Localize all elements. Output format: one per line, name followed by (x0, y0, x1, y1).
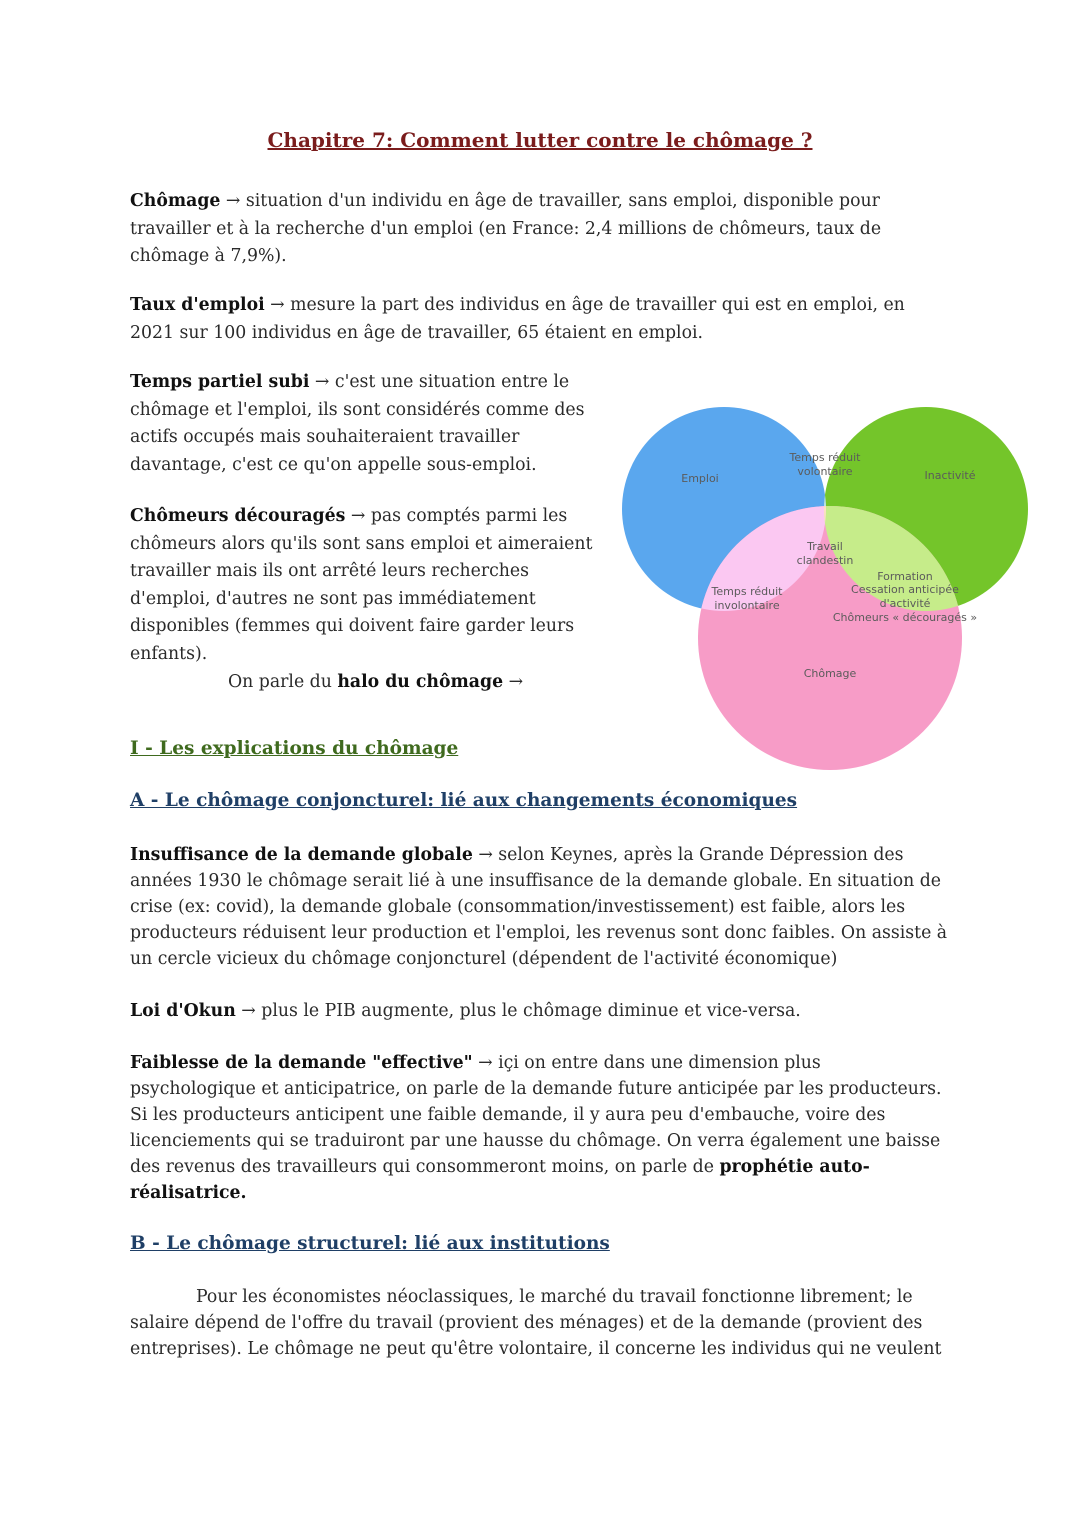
section-heading-structurel: B - Le chômage structurel: lié aux institutions (130, 1233, 610, 1254)
label-decourages: Chômeurs « découragés » (832, 611, 978, 624)
term-temps-partiel: Temps partiel subi (130, 372, 310, 392)
label-formation: Formation (877, 570, 933, 583)
definition-chomage (130, 188, 920, 271)
label-temps-reduit-volontaire-1: Temps réduit (789, 451, 861, 464)
page-title: Chapitre 7: Comment lutter contre le chômage ? (267, 128, 813, 152)
term-chomage: Chômage (130, 191, 221, 211)
definition-okun (130, 998, 950, 1026)
term-taux-emploi: Taux d'emploi (130, 295, 265, 315)
paragraph-text: Pour les économistes néoclassiques, le marché du travail fonctionne librement; le salaire dépend de l'offre du travail (provient des ménages) et de la demande (provient des entreprises). Le chômage ne peut qu'être volontaire, il concerne les individus qui ne veulent (130, 1287, 942, 1359)
paragraph-neoclassique (130, 1284, 950, 1362)
term-prophetie: prophétie auto-réalisatrice. (130, 1157, 870, 1203)
definition-text: mesure la part des individus en âge de travailler qui est en emploi, en 2021 sur 100 individus en âge de travailler, 65 étaient en emploi. (130, 295, 905, 343)
definition-decourages (130, 503, 600, 668)
arrow: → (472, 1053, 499, 1073)
definition-text: içi on entre dans une dimension plus psychologique et anticipatrice, on parle de la demande future anticipée par les producteurs. Si les producteurs anticipent une faible demande, il y aura peu d'embauche, voire des licenciements qui se traduiront par une hausse du chômage. On verra également une baisse des revenus des travailleurs qui consommeront moins, on parle de (130, 1053, 942, 1177)
definition-temps-partiel (130, 369, 590, 479)
section-heading-explications: I - Les explications du chômage (130, 738, 459, 759)
label-temps-reduit-involontaire-2: involontaire (714, 599, 780, 612)
definition-text: plus le PIB augmente, plus le chômage diminue et vice-versa. (261, 1001, 801, 1021)
halo-term: halo du chômage (337, 672, 504, 692)
arrow: → (220, 191, 246, 211)
definition-text: selon Keynes, après la Grande Dépression des années 1930 le chômage serait lié à une insuffisance de la demande globale. En situation de crise (ex: covid), la demande globale (consommation/investissement) est faible, alors les producteurs réduisent leur production et l'emploi, les revenus sont donc faibles. On assiste à un cercle vicieux du chômage conjoncturel (dépendent de l'activité économique) (130, 845, 948, 969)
label-travail-clandestin-2: clandestin (796, 554, 854, 567)
label-temps-reduit-volontaire-2: volontaire (797, 465, 853, 478)
arrow: → (345, 506, 371, 526)
arrow: → (472, 845, 499, 865)
definition-text: pas comptés parmi les chômeurs alors qu'ils sont sans emploi et aimeraient travailler mais ils ont arrêté leurs recherches d'emploi, d'autres ne sont pas immédiatement disponibles (femmes qui doivent faire garder leurs enfants). (130, 506, 593, 664)
halo-line (228, 669, 608, 697)
definition-text: situation d'un individu en âge de travailler, sans emploi, disponible pour travailler et à la recherche d'un emploi (en France: 2,4 millions de chômeurs, taux de chômage à 7,9%). (130, 191, 882, 266)
term-faiblesse: Faiblesse de la demande "effective" (130, 1053, 473, 1073)
label-chomage: Chômage (803, 667, 857, 680)
label-cessation: Cessation anticipée (851, 583, 959, 596)
definition-faiblesse (130, 1050, 950, 1206)
term-insuffisance: Insuffisance de la demande globale (130, 845, 473, 865)
definition-text: c'est une situation entre le chômage et l'emploi, ils sont considérés comme des actifs occupés mais souhaiteraient travailler davantage, c'est ce qu'on appelle sous-emploi. (130, 372, 585, 475)
term-okun: Loi d'Okun (130, 1001, 236, 1021)
term-decourages: Chômeurs découragés (130, 506, 346, 526)
halo-venn-diagram (610, 370, 1030, 790)
definition-taux-emploi (130, 292, 930, 347)
label-activite: d'activité (879, 597, 931, 610)
arrow: → (503, 672, 524, 692)
label-travail-clandestin-1: Travail (807, 540, 843, 553)
arrow: → (309, 372, 335, 392)
halo-prefix: On parle du (228, 672, 338, 692)
arrow: → (264, 295, 291, 315)
definition-insuffisance (130, 842, 950, 972)
arrow: → (235, 1001, 262, 1021)
section-heading-conjoncturel: A - Le chômage conjoncturel: lié aux changements économiques (130, 790, 798, 811)
label-temps-reduit-involontaire-1: Temps réduit (711, 585, 783, 598)
label-inactivite: Inactivité (924, 469, 976, 482)
label-emploi: Emploi (681, 472, 719, 485)
